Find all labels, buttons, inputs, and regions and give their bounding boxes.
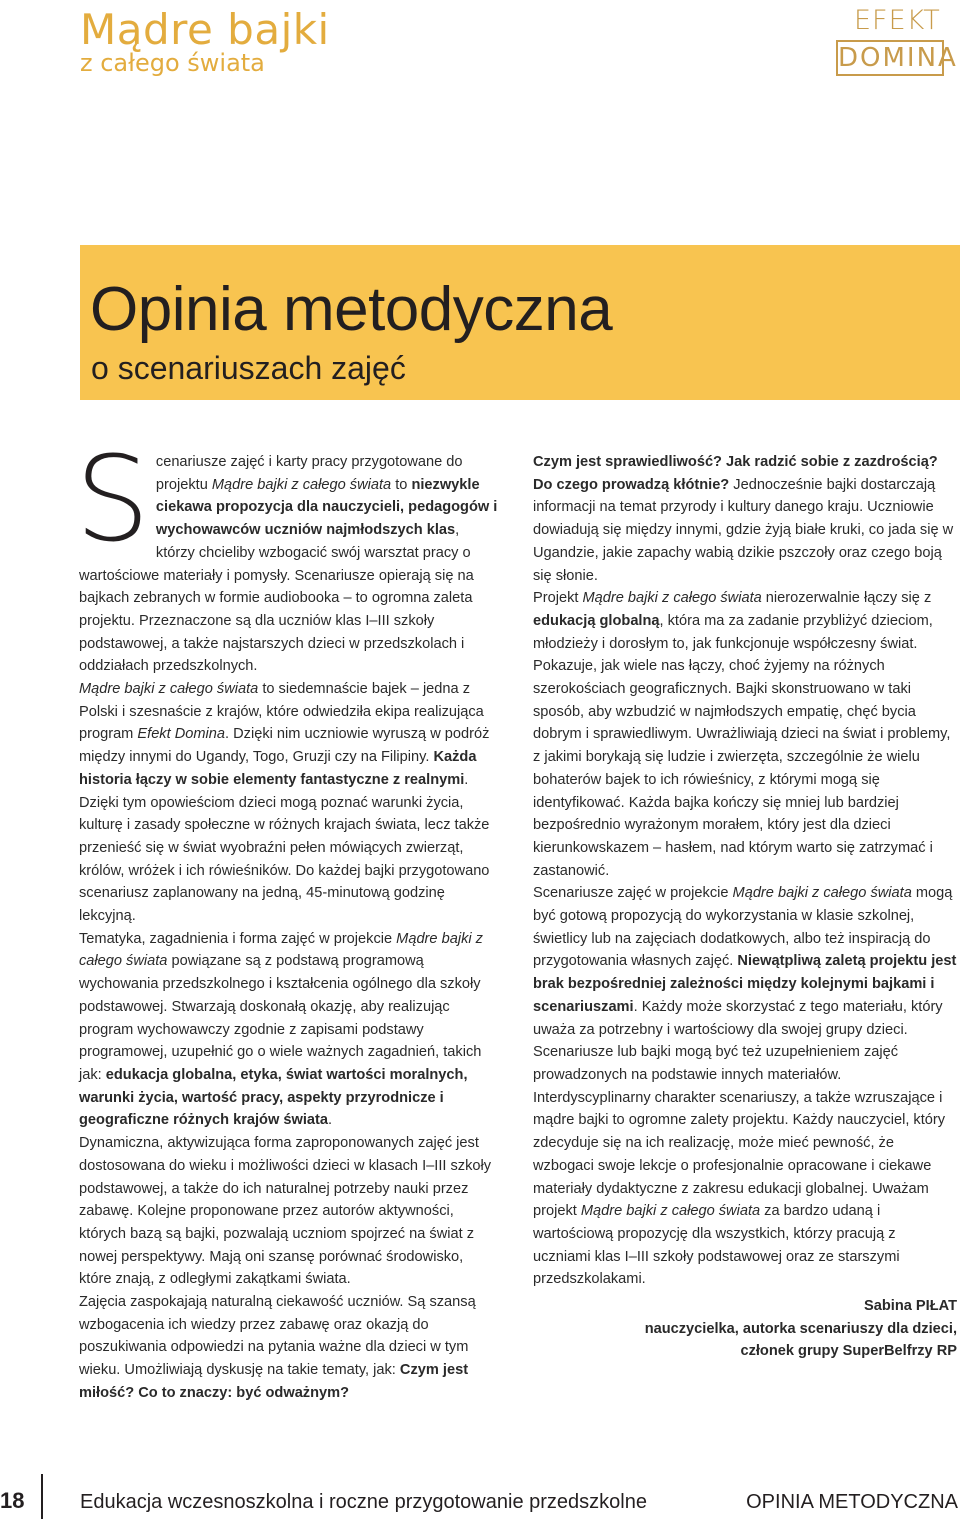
text-run: Mądre bajki z całego świata (79, 681, 259, 698)
page-number: 18 (0, 1488, 25, 1513)
logo-bottom-text: DOMINA (836, 40, 944, 76)
footer-separator (41, 1474, 43, 1519)
text-run: Dynamiczna, aktywizująca forma zaproponowanych zajęć jest dostosowana do wieku i możliwości dzieci w klasach I–III szkoły podstawowej, a także do ich naturalnej potrzeby nauki przez zabawę. Kolejne proponowane przez autorów aktywności, których bazą są bajki, pozwalają uczniom spojrzeć na świat z nowej perspektywy. Mają oni szansę porównać środowisko, które znają, z odległymi zakątkami świata. (79, 1135, 492, 1288)
paragraph (533, 587, 957, 882)
text-run: nierozerwalnie łączy się z (761, 590, 932, 607)
text-run: Jednocześnie bajki dostarczają informacji na temat przyrody i kultury danego kraju. Uczniowie dowiadują się między innymi, gdzie żyją białe kruki, co jada się w Ugandzie, jakie zapachy wabią dzikie pszczoły oraz czego boją się słonie. (533, 476, 954, 584)
text-run: Mądre bajki z całego świata (582, 590, 762, 607)
text-run: powiązane są z podstawą programową wychowania przedszkolnego i kształcenia ogólnego dla szkoły podstawowej. Stwarzają doskonałą okazję, aby realizując program wychowawczy zgodnie z zapisami podstawy programowej, uzupełnić go o wiele ważnych zagadnień, takich jak: (79, 953, 482, 1083)
paragraph (533, 1087, 957, 1291)
signature-role-line1: nauczycielka, autorka scenariuszy dla dzieci, (644, 1320, 957, 1337)
text-run: to siedemnaście bajek – jedna z Polski i szesnaście z krajów, które odwiedziła ekipa realizująca program (79, 681, 484, 743)
text-run: Zajęcia zaspokajają naturalną ciekawość uczniów. Są szansą wzbogacenia ich wiedzy przez zabawę oraz okazją do poszukiwania odpowiedzi na pytania ważne dla dzieci w tym wieku. Umożliwiają dyskusję na takie tematy, jak: (79, 1294, 476, 1379)
efekt-domina-logo (836, 5, 958, 78)
text-run: Projekt (533, 590, 583, 607)
text-run: cenariusze zajęć i karty pracy przygotowane do projektu (155, 454, 463, 493)
text-run: , która ma za zadanie przybliżyć dzieciom, młodzieży i dorosłym to, jak funkcjonuje współczesny świat. Pokazuje, jak wiele nas łączy, choć żyjemy na różnych szerokościach geograficznych. Bajki skonstruowano w taki sposób, aby wzbudzić w najmłodszych empatię, chęć bycia dobrym i sprawiedliwym. Uwrażliwiają dzieci na świat i problemy, z jakimi borykają się ludzie i zwierzęta, szczególnie że wielu bohaterów bajek to ich rówieśnicy, z którymi mogą się identyfikować. Każda bajka kończy się mniej lub bardziej bezpośrednio wyrażonym morałem, który jest dla dzieci kierunkowskazem – hasłem, nad którym warto się zatrzymać i zastanowić. (533, 612, 951, 879)
signature-role-line2: członek grupy SuperBelfrzy RP (740, 1343, 957, 1360)
paragraph (75, 430, 499, 678)
right-column (533, 451, 957, 1363)
signature (533, 1295, 957, 1363)
text-run: Efekt Domina (137, 726, 226, 743)
paragraph (79, 1291, 499, 1405)
drop-cap: S (75, 430, 150, 568)
text-run: Każda historia łączy w sobie elementy fantastyczne z realnymi (79, 749, 477, 788)
title-banner (80, 245, 960, 400)
publication-title: Edukacja wczesnoszkolna i roczne przygotowanie przedszkolne (80, 1491, 647, 1513)
paragraph (79, 678, 499, 928)
series-title-line2: z całego świata (80, 49, 265, 77)
text-run: edukacją globalną (533, 612, 660, 629)
text-run: Tematyka, zagadnienia i forma zajęć w projekcie (79, 930, 397, 947)
text-run: . Dzięki tym opowieściom dzieci mogą poznać warunki życia, kulturę i zasady społeczne w różnych krajach świata, lecz także przenieść się w świat wyobraźni pełen mówiących zwierząt, królów, wróżek i ich rówieśników. Do każdej bajki przygotowano scenariusz zaplanowany na jedną, 45-minutową godzinę lekcyjną. (79, 771, 490, 925)
left-column (75, 430, 499, 1405)
paragraph (533, 451, 957, 587)
signature-name: Sabina PIŁAT (864, 1298, 957, 1315)
text-run: . (327, 1112, 333, 1129)
page-subtitle: o scenariuszach zajęć (91, 350, 406, 386)
text-run: mogą być gotową propozycją do wykorzystania w klasie szkolnej, świetlicy lub na zajęciach dodatkowych, albo też inspiracją do przygotowania własnych zajęć. (533, 885, 953, 970)
text-run: Niewątpliwą zaletą projektu jest brak bezpośredniej zależności między kolejnymi bajkami i scenariuszami (533, 953, 957, 1015)
text-run: to (391, 476, 412, 493)
text-run: , którzy chcieliby wzbogacić swój warsztat pracy o wartościowe materiały i pomysły. Scenariusze opierają się na bajkach zebranych w formie audiobooka – to ogromna zaleta projektu. Przeznaczone są dla uczniów klas I–III szkoły podstawowej, a także najstarszych dzieci w przedszkolach i oddziałach przedszkolnych. (79, 522, 474, 675)
paragraph (79, 928, 499, 1132)
text-run: Mądre bajki z całego świata (211, 476, 392, 493)
text-run: za bardzo udaną i wartościową propozycję dla wszystkich, którzy pracują z uczniami klas I–III szkoły podstawowej oraz ze starszymi przedszkolakami. (533, 1203, 900, 1288)
page-footer (0, 1468, 960, 1519)
text-run: Mądre bajki z całego świata (79, 930, 483, 970)
text-run: . Dzięki nim uczniowie wyruszą w podróż między innymi do Ugandy, Togo, Gruzji czy na Filipiny. (79, 726, 490, 766)
series-title (80, 4, 330, 76)
paragraph (79, 1132, 499, 1291)
text-run: edukacja globalna, etyka, świat wartości moralnych, warunki życia, wartość pracy, aspekty przyrodnicze i geograficzne różnych krajów świata (79, 1066, 468, 1129)
page-title: Opinia metodyczna (90, 275, 613, 344)
text-run: niezwykle ciekawa propozycja dla nauczycieli, pedagogów i wychowawców uczniów najmłodszych klas (155, 476, 498, 539)
section-label: OPINIA METODYCZNA (746, 1491, 958, 1513)
series-title-line1: Mądre bajki (80, 5, 330, 54)
text-run: . Każdy może skorzystać z tego materiału, który uważa za potrzebny i wartościowy dla swojej grupy dzieci. Scenariusze lub bajki mogą być też uzupełnieniem zajęć prowadzonych na podstawie innych materiałów. (533, 998, 943, 1083)
text-run: Mądre bajki z całego świata (580, 1203, 761, 1220)
paragraph (533, 882, 957, 1086)
text-run: Interdyscyplinarny charakter scenariuszy, a także wzruszające i mądre bajki to ogromne zalety projektu. Każdy nauczyciel, który zdecyduje się na ich realizację, może mieć pewność, że wzbogaci swoje lekcje o profesjonalnie opracowane i ciekawe materiały dydaktyczne z zakresu edukacji globalnej. Uważam projekt (533, 1089, 946, 1220)
text-run: Czym jest sprawiedliwość? Jak radzić sobie z zazdrością? Do czego prowadzą kłótnie? (533, 454, 938, 493)
text-run: Scenariusze zajęć w projekcie (533, 885, 733, 902)
logo-top-text: EFEKT (854, 5, 941, 36)
text-run: Mądre bajki z całego świata (732, 885, 912, 902)
text-run: Czym jest miłość? Co to znaczy: być odważnym? (79, 1362, 469, 1401)
right-column-text (533, 451, 957, 1291)
